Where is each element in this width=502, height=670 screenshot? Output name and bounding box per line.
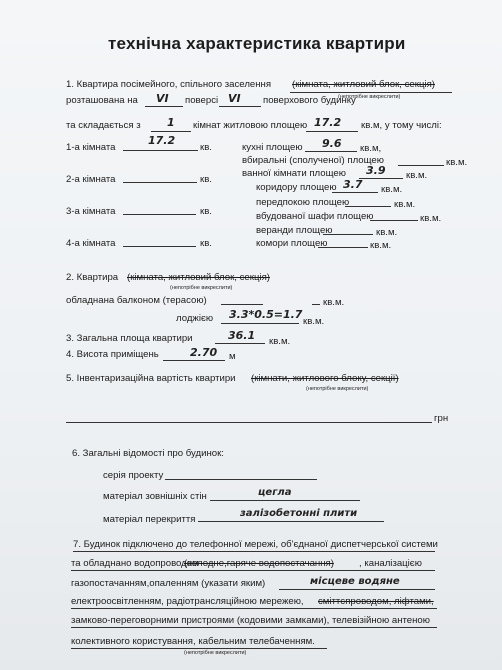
kitchen-unit: кв.м, — [360, 143, 382, 154]
rooms-value: 1 — [167, 116, 175, 129]
veranda-unit: кв.м. — [376, 227, 398, 238]
s1-struck-options: (кімната, житловий блок, секція) — [292, 79, 435, 90]
s2-note: (непотрібне викреслити) — [170, 285, 233, 291]
page-title: технічна характеристика квартири — [108, 34, 406, 53]
s1-located-label: розташована на — [66, 95, 138, 106]
room2-label: 2-а кімната — [66, 174, 116, 185]
total-area-unit: кв.м. — [269, 336, 291, 347]
closets-label: вбудованої шафи площею — [256, 211, 374, 222]
s2-struck-options: (кімната, житловий блок, секція) — [127, 272, 270, 283]
kitchen-value: 9.6 — [322, 137, 342, 150]
height-unit: м — [229, 351, 236, 362]
s7-line2-c: , каналізацією — [359, 558, 422, 569]
s5-note: (непотрібне викреслити) — [306, 386, 369, 392]
room3-unit: кв. — [200, 206, 212, 217]
s1-consists-label: та складається з — [66, 120, 141, 131]
s7-line4-struck: сміттєпроводом, ліфтами, — [318, 596, 434, 607]
loggia-label: лоджією — [176, 313, 214, 324]
s1-note: (непотрібне викреслити) — [338, 94, 401, 100]
room2-unit: кв. — [200, 174, 212, 185]
room4-unit: кв. — [200, 238, 212, 249]
loggia-value: 3.3*0.5=1.7 — [229, 308, 303, 321]
s1-floor-label: поверсі — [185, 95, 219, 106]
s1-line1-label: 1. Квартира посімейного, спільного заселення — [66, 79, 272, 90]
s1-building-label: поверхового будинку — [263, 95, 356, 106]
s1-including-label: кв.м, у тому числі: — [361, 120, 442, 131]
s1-living-area-label: кімнат житловою площею — [193, 120, 308, 131]
walls-label: матеріал зовнішніх стін — [103, 491, 207, 502]
s7-line6: колективного користування, кабельним телебаченням. — [71, 636, 315, 647]
series-label: серія проекту — [103, 470, 164, 481]
loggia-unit: кв.м. — [303, 316, 325, 327]
s6-header: 6. Загальні відомості про будинок: — [72, 448, 224, 459]
s7-line2-struck: (холодне,гаряче водопостачання) — [184, 558, 334, 569]
bath-value: 3.9 — [366, 164, 386, 177]
s2-line1-label: 2. Квартира — [66, 272, 119, 283]
floor-value: VI — [156, 92, 169, 105]
storage-label: комори площею — [256, 238, 328, 249]
currency-unit: грн — [434, 413, 449, 424]
slab-value: залізобетонні плити — [240, 508, 358, 519]
total-area-value: 36.1 — [228, 329, 256, 342]
s7-note: (непотрібне викреслити) — [184, 650, 247, 656]
veranda-label: веранди площею — [256, 225, 333, 236]
s5-label: 5. Інвентаризаційна вартість квартири — [66, 373, 236, 384]
heating-value: місцеве водяне — [310, 576, 400, 587]
hall-label: передпокою площею — [256, 197, 350, 208]
bath-unit: кв.м. — [406, 170, 428, 181]
room1-value: 17.2 — [148, 134, 176, 147]
slab-label: матеріал перекриття — [103, 514, 196, 525]
s7-line3: газопостачанням,опаленням (указати яким) — [71, 578, 266, 589]
closets-unit: кв.м. — [420, 213, 442, 224]
floors-total-value: VI — [228, 92, 241, 105]
room4-label: 4-а кімната — [66, 238, 116, 249]
s7-line4-a: електроосвітленням, радіотрансляційною мережею, — [71, 596, 304, 607]
balcony-label: обладнана балконом (терасою) — [66, 295, 207, 306]
s7-line2-a: та обладнано водопроводом — [71, 558, 199, 569]
height-label: 4. Висота приміщень — [66, 349, 159, 360]
s7-line5: замково-переговорними пристроями (кодовими замками), телевізійною антеною — [71, 615, 430, 626]
corridor-label: коридору площею — [256, 182, 337, 193]
s7-line1: 7. Будинок підключено до телефонної мережі, об'єднаної диспетчерської системи — [73, 539, 438, 550]
room3-label: 3-а кімната — [66, 206, 116, 217]
room1-unit: кв. — [200, 142, 212, 153]
kitchen-label: кухні площею — [242, 142, 303, 153]
height-value: 2.70 — [190, 346, 218, 359]
storage-unit: кв.м. — [370, 240, 392, 251]
corridor-unit: кв.м. — [381, 184, 403, 195]
s5-struck-options: (кімнати, житлового блоку, секції) — [251, 373, 399, 384]
walls-value: цегла — [258, 487, 292, 498]
corridor-value: 3.7 — [343, 178, 363, 191]
room1-label: 1-а кімната — [66, 142, 116, 153]
wc-label: вбиральні (сполученої) площею — [242, 155, 384, 166]
balcony-unit: кв.м. — [323, 297, 345, 308]
living-area-value: 17.2 — [314, 116, 342, 129]
wc-unit: кв.м. — [446, 157, 468, 168]
total-area-label: 3. Загальна площа квартири — [66, 333, 193, 344]
bath-label: ванної кімнати площею — [242, 168, 346, 179]
hall-unit: кв.м. — [394, 199, 416, 210]
